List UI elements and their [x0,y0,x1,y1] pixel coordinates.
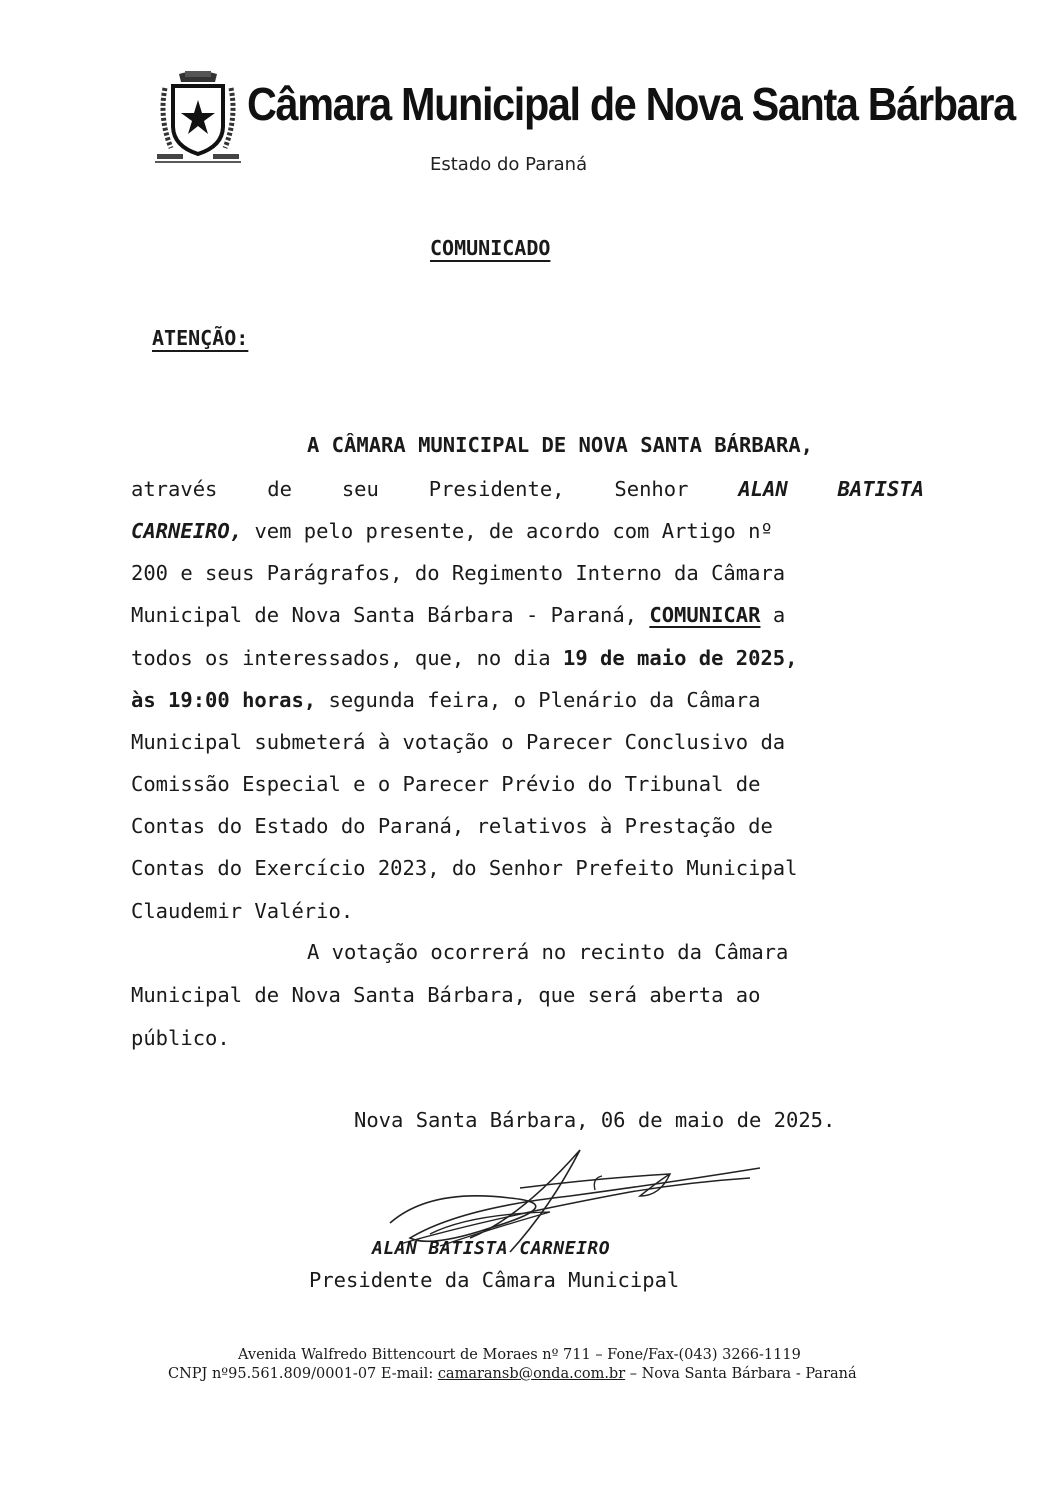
footer-address: Avenida Walfredo Bittencourt de Moraes nº 711 – Fone/Fax-(043) 3266-1119 [238,1347,801,1363]
word: através [131,477,218,501]
attention-heading: ATENÇÃO: [152,326,249,350]
body-line-text: segunda feira, o Plenário da Câmara [328,688,761,712]
signer-role: Presidente da Câmara Municipal [309,1268,680,1292]
session-date: 19 de maio de 2025, [562,646,798,670]
emphasis-comunicar: COMUNICAR [649,603,761,627]
body-line: Comissão Especial e o Parecer Prévio do Tribunal de [131,772,761,796]
document-title: COMUNICADO [430,236,551,260]
word: de [267,477,292,501]
body-line [131,643,924,673]
body-line-text: a [772,603,786,627]
session-time: às 19:00 horas, [131,688,317,712]
footer-email-label: E-mail: [380,1366,434,1382]
body-line-text: A CÂMARA MUNICIPAL DE NOVA SANTA BÁRBARA, [307,433,814,457]
body-line [131,516,924,546]
word: Presidente, [428,477,565,501]
signer-name: ALAN BATISTA CARNEIRO [372,1238,611,1259]
coat-of-arms-emblem [155,68,241,166]
word: ALAN [738,477,788,501]
footer-cnpj: CNPJ nº95.561.809/0001-07 [168,1366,377,1382]
body-line: Contas do Estado do Paraná, relativos à Prestação de [131,814,773,838]
footer-email-link[interactable]: camaransb@onda.com.br [437,1366,626,1382]
body-line-text: vem pelo presente, de acordo com Artigo nº [254,519,773,543]
word: BATISTA [837,477,924,501]
body-line [131,685,924,715]
date-place: Nova Santa Bárbara, 06 de maio de 2025. [354,1108,836,1132]
body-line: Municipal submeterá à votação o Parecer Conclusivo da [131,730,786,754]
org-name: Câmara Municipal de Nova Santa Bárbara [247,78,1015,130]
body-line [131,474,924,504]
body-line: Municipal de Nova Santa Bárbara, que será aberta ao [131,983,761,1007]
body-line: 200 e seus Parágrafos, do Regimento Interno da Câmara [131,561,786,585]
body-line-text: Municipal de Nova Santa Bárbara - Paraná, [131,603,638,627]
word: Senhor [614,477,689,501]
body-line [131,600,924,630]
body-line-text: todos os interessados, que, no dia [131,646,551,670]
body-line: público. [131,1026,230,1050]
body-line: Contas do Exercício 2023, do Senhor Prefeito Municipal [131,856,798,880]
body-line: Claudemir Valério. [131,899,354,923]
body-line: A votação ocorrerá no recinto da Câmara [307,940,789,964]
footer-contact [168,1366,857,1382]
word: seu [341,477,379,501]
body-line [307,430,924,460]
footer-city: – Nova Santa Bárbara - Paraná [629,1366,857,1382]
org-state: Estado do Paraná [430,154,588,175]
president-surname: CARNEIRO, [131,519,243,543]
